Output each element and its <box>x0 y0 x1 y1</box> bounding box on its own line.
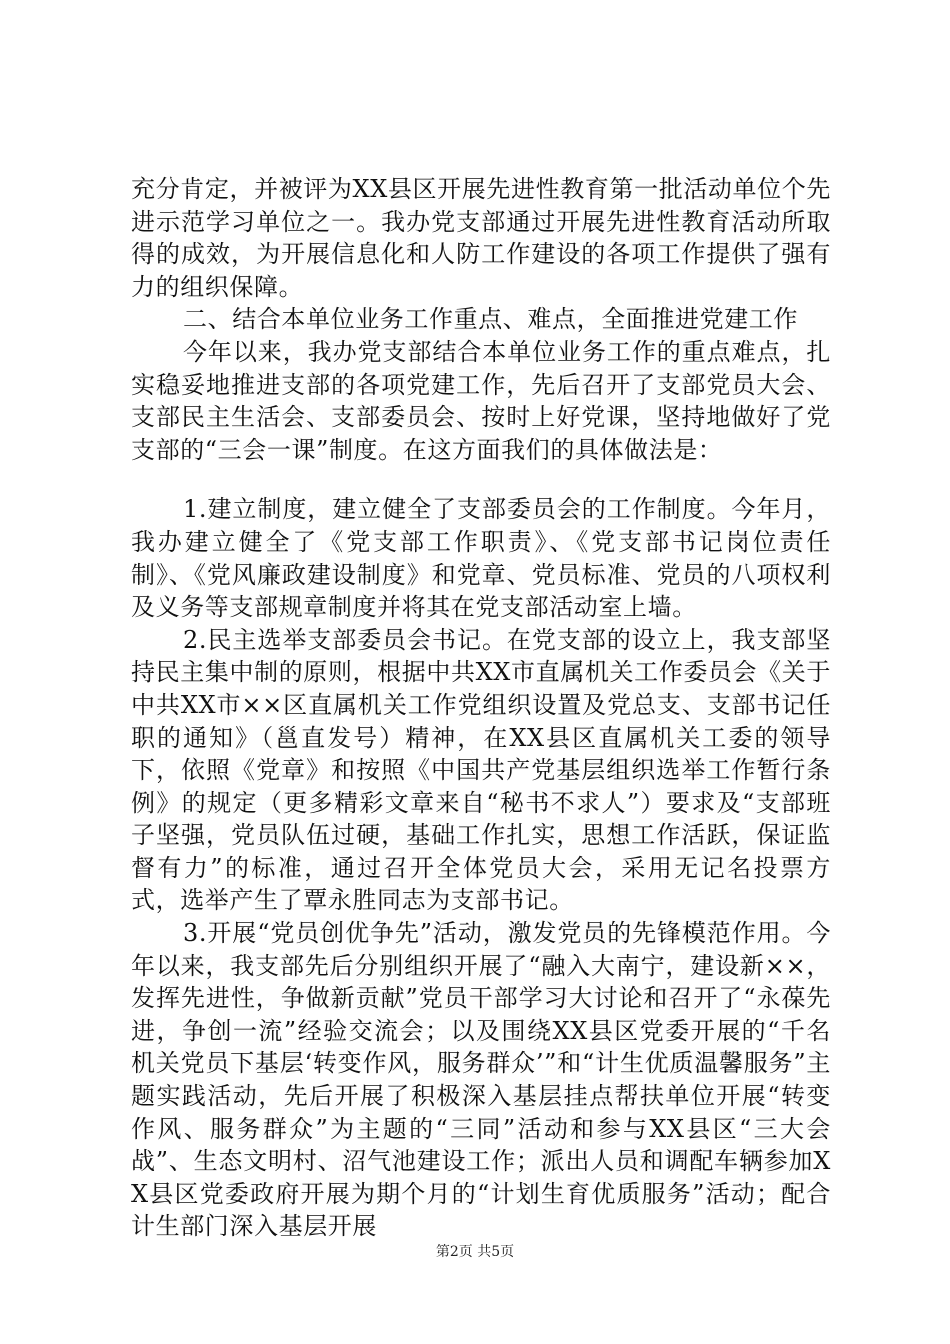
paragraph-intro: 今年以来，我办党支部结合本单位业务工作的重点难点，扎实稳妥地推进支部的各项党建工作，先后召开了支部党员大会、支部民主生活会、支部委员会、按时上好党课，坚持地做好了党支部的“三会一课”制度。在这方面我们的具体做法是： <box>131 337 831 464</box>
document-body <box>131 173 831 1243</box>
paragraph-item-1: 1.建立制度，建立健全了支部委员会的工作制度。今年月，我办建立健全了《党支部工作职责》、《党支部书记岗位责任制》、《党风廉政建设制度》和党章、党员标准、党员的八项权利及义务等支部规章制度并将其在党支部活动室上墙。 <box>131 495 831 622</box>
paragraph-item-3: 3.开展“党员创优争先”活动，激发党员的先锋模范作用。今年以来，我支部先后分别组织开展了“融入大南宁，建设新××，发挥先进性，争做新贡献”党员干部学习大讨论和召开了“永葆先进，争创一流”经验交流会；以及围绕XX县区党委开展的“千名机关党员下基层‘转变作风，服务群众’”和“计生优质温馨服务”主题实践活动，先后开展了积极深入基层挂点帮扶单位开展“转变作风、服务群众”为主题的“三同”活动和参与XX县区“三大会战”、生态文明村、沼气池建设工作；派出人员和调配车辆参加XX县区党委政府开展为期个月的“计划生育优质服务”活动；配合计生部门深入基层开展 <box>131 919 831 1241</box>
paragraph-item-2: 2.民主选举支部委员会书记。在党支部的设立上，我支部坚持民主集中制的原则，根据中共XX市直属机关工作委员会《关于中共XX市××区直属机关工作党组织设置及党总支、支部书记任职的通知》（邕直发号）精神，在XX县区直属机关工委的领导下，依照《党章》和按照《中国共产党基层组织选举工作暂行条例》的规定（更多精彩文章来自“秘书不求人”）要求及“支部班子坚强，党员队伍过硬，基础工作扎实，思想工作活跃，保证监督有力”的标准，通过召开全体党员大会，采用无记名投票方式，选举产生了覃永胜同志为支部书记。 <box>131 625 831 915</box>
page-footer: 第2页 共5页 <box>435 1244 515 1260</box>
paragraph-continuation: 充分肯定，并被评为XX县区开展先进性教育第一批活动单位个先进示范学习单位之一。我办党支部通过开展先进性教育活动所取得的成效，为开展信息化和人防工作建设的各项工作提供了强有力的组织保障。 <box>131 175 831 301</box>
section-heading: 二、结合本单位业务工作重点、难点，全面推进党建工作 <box>183 305 798 334</box>
paragraph-gap <box>131 466 831 493</box>
